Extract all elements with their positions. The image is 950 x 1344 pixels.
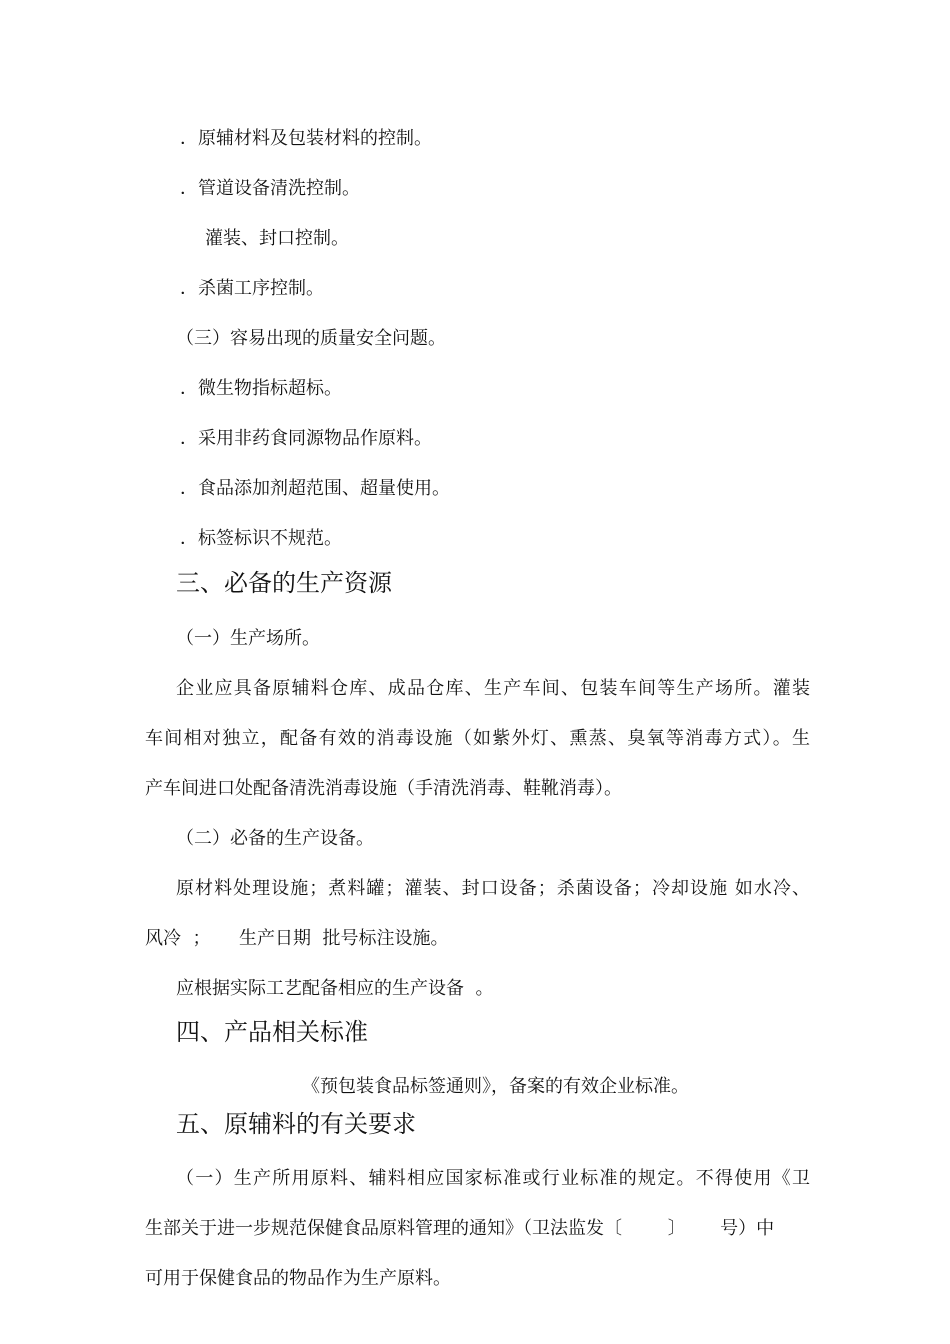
list-item: ．微生物指标超标。 <box>180 378 342 399</box>
list-item: ．标签标识不规范。 <box>180 528 342 549</box>
paragraph-line: 产车间进口处配备清洗消毒设施（手清洗消毒、鞋靴消毒）。 <box>145 778 622 799</box>
section-heading: 四、产品相关标准 <box>176 1018 368 1046</box>
subheading: （一）生产场所。 <box>176 628 320 649</box>
paragraph-line: 企业应具备原辅料仓库、成品仓库、生产车间、包装车间等生产场所。灌装 <box>176 678 810 699</box>
paragraph-line: 原材料处理设施；煮料罐；灌装、封口设备；杀菌设备；冷却设施 如水冷、 <box>176 878 810 899</box>
list-item: ．食品添加剂超范围、超量使用。 <box>180 478 450 499</box>
list-item: ．杀菌工序控制。 <box>180 278 324 299</box>
list-item: ．原辅材料及包装材料的控制。 <box>180 128 432 149</box>
paragraph-line: 车间相对独立，配备有效的消毒设施（如紫外灯、熏蒸、臭氧等消毒方式）。生 <box>145 728 810 749</box>
paragraph-line: 风冷 ； 生产日期 批号标注设施。 <box>145 928 449 949</box>
paragraph-line: 《预包装食品标签通则》，备案的有效企业标准。 <box>302 1076 689 1097</box>
subheading: （二）必备的生产设备。 <box>176 828 374 849</box>
paragraph-line: 生部关于进一步规范保健食品原料管理的通知》（卫法监发〔 〕 号）中 <box>145 1218 775 1239</box>
paragraph-line: 应根据实际工艺配备相应的生产设备 。 <box>176 978 494 999</box>
section-heading: 三、必备的生产资源 <box>176 569 392 597</box>
list-item: 灌装、封口控制。 <box>205 228 349 249</box>
subheading: （三）容易出现的质量安全问题。 <box>176 328 446 349</box>
paragraph-line: （一）生产所用原料、辅料相应国家标准或行业标准的规定。不得使用《卫 <box>176 1168 810 1189</box>
section-heading: 五、原辅料的有关要求 <box>176 1110 416 1138</box>
list-item: ．管道设备清洗控制。 <box>180 178 360 199</box>
paragraph-line: 可用于保健食品的物品作为生产原料。 <box>145 1268 451 1289</box>
list-item: ．采用非药食同源物品作原料。 <box>180 428 432 449</box>
